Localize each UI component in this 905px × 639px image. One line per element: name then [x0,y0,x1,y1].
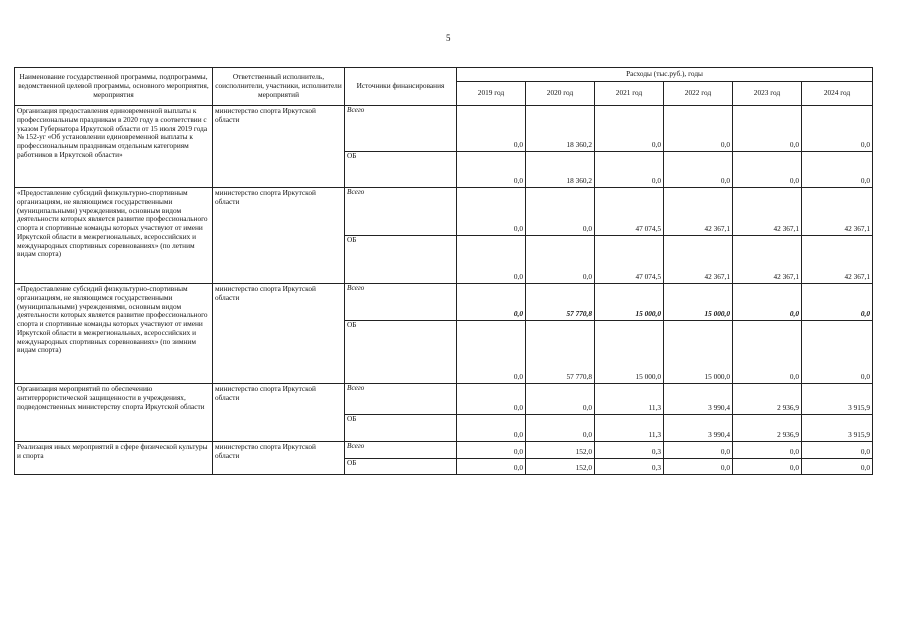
measure-name: Организация мероприятий по обеспечению антитеррористической защищенности в учреждениях, подведомственных министерству спорта Иркутской области [15,384,213,442]
value-cell: 0,0 [802,459,873,475]
source-total: Всего [345,284,457,321]
value-cell: 0,0 [802,442,873,459]
value-cell: 0,0 [457,321,526,384]
value-cell: 0,0 [457,188,526,236]
value-cell: 47 074,5 [595,236,664,284]
value-cell: 0,0 [457,415,526,442]
table-row [15,188,873,236]
value-cell: 0,0 [733,442,802,459]
value-cell: 11,3 [595,415,664,442]
measure-name: «Предоставление субсидий физкультурно-спортивным организациям, не являющимся государственными (муниципальными) учреждениями, основным видом деятельности которых является развитие профессионального спорта и спортивные команды которых участвуют от имени Иркутской области в межрегиональных, всероссийских и международных спортивных соревнованиях» (по зимним видам спорта) [15,284,213,384]
value-cell: 0,0 [526,236,595,284]
value-cell: 18 360,2 [526,152,595,188]
source-total: Всего [345,106,457,152]
source-total: Всего [345,188,457,236]
value-cell: 42 367,1 [664,236,733,284]
value-cell: 0,0 [664,442,733,459]
value-cell: 0,0 [457,384,526,415]
value-cell: 0,0 [733,459,802,475]
value-cell: 0,0 [526,384,595,415]
value-cell: 42 367,1 [733,188,802,236]
header-executor: Ответственный исполнитель, соисполнители, участники, исполнители мероприятий [213,68,345,106]
source-ob: ОБ [345,152,457,188]
executor: министерство спорта Иркутской области [213,284,345,384]
value-cell: 15 000,0 [595,284,664,321]
value-cell: 0,0 [733,152,802,188]
page-number: 5 [446,33,451,43]
value-cell: 15 000,0 [664,284,733,321]
value-cell: 0,0 [595,152,664,188]
value-cell: 0,0 [595,106,664,152]
source-ob: ОБ [345,321,457,384]
header-year: 2022 год [664,82,733,106]
value-cell: 2 936,9 [733,415,802,442]
value-cell: 0,0 [802,106,873,152]
value-cell: 0,0 [526,415,595,442]
header-year: 2023 год [733,82,802,106]
table-row [15,284,873,321]
header-year: 2024 год [802,82,873,106]
value-cell: 42 367,1 [802,188,873,236]
value-cell: 3 915,9 [802,415,873,442]
value-cell: 15 000,0 [595,321,664,384]
header-year: 2020 год [526,82,595,106]
executor: министерство спорта Иркутской области [213,106,345,188]
value-cell: 0,0 [664,152,733,188]
value-cell: 0,0 [526,188,595,236]
value-cell: 0,0 [802,284,873,321]
value-cell: 0,0 [664,106,733,152]
source-ob: ОБ [345,459,457,475]
value-cell: 3 915,9 [802,384,873,415]
header-year: 2021 год [595,82,664,106]
value-cell: 0,0 [733,284,802,321]
value-cell: 57 770,8 [526,284,595,321]
header-expenses: Расходы (тыс.руб.), годы [457,68,873,82]
financing-table [14,67,873,475]
value-cell: 42 367,1 [733,236,802,284]
value-cell: 18 360,2 [526,106,595,152]
value-cell: 0,0 [733,321,802,384]
value-cell: 15 000,0 [664,321,733,384]
value-cell: 0,0 [664,459,733,475]
source-ob: ОБ [345,415,457,442]
value-cell: 2 936,9 [733,384,802,415]
value-cell: 0,0 [457,152,526,188]
table-row [15,442,873,459]
header-name: Наименование государственной программы, подпрограммы, ведомственной целевой программы, основного мероприятия, мероприятия [15,68,213,106]
value-cell: 0,0 [457,459,526,475]
value-cell: 0,0 [802,152,873,188]
value-cell: 152,0 [526,459,595,475]
value-cell: 0,0 [457,442,526,459]
value-cell: 42 367,1 [664,188,733,236]
measure-name: Организация предоставления единовременной выплаты к профессиональным праздникам в 2020 году в соответствии с указом Губернатора Иркутской области от 15 июля 2019 года № 152-уг «Об установлении единовременной выплаты к профессиональным праздникам отдельным категориям работников в Иркутской области» [15,106,213,188]
value-cell: 57 770,8 [526,321,595,384]
source-total: Всего [345,384,457,415]
source-ob: ОБ [345,236,457,284]
header-year: 2019 год [457,82,526,106]
executor: министерство спорта Иркутской области [213,384,345,442]
value-cell: 3 990,4 [664,384,733,415]
value-cell: 0,0 [802,321,873,384]
value-cell: 0,0 [457,236,526,284]
measure-name: Реализация иных мероприятий в сфере физической культуры и спорта [15,442,213,475]
measure-name: «Предоставление субсидий физкультурно-спортивным организациям, не являющимся государственными (муниципальными) учреждениями, основным видом деятельности которых является развитие профессионального спорта и спортивные команды которых участвуют от имени Иркутской области в межрегиональных, всероссийских и международных спортивных соревнованиях» (по летним видам спорта) [15,188,213,284]
table-row [15,384,873,415]
value-cell: 0,0 [733,106,802,152]
value-cell: 152,0 [526,442,595,459]
executor: министерство спорта Иркутской области [213,188,345,284]
value-cell: 0,3 [595,459,664,475]
table-row [15,106,873,152]
value-cell: 0,0 [457,284,526,321]
source-total: Всего [345,442,457,459]
value-cell: 42 367,1 [802,236,873,284]
value-cell: 11,3 [595,384,664,415]
executor: министерство спорта Иркутской области [213,442,345,475]
value-cell: 0,3 [595,442,664,459]
value-cell: 3 990,4 [664,415,733,442]
header-source: Источники финансирования [345,68,457,106]
value-cell: 0,0 [457,106,526,152]
value-cell: 47 074,5 [595,188,664,236]
